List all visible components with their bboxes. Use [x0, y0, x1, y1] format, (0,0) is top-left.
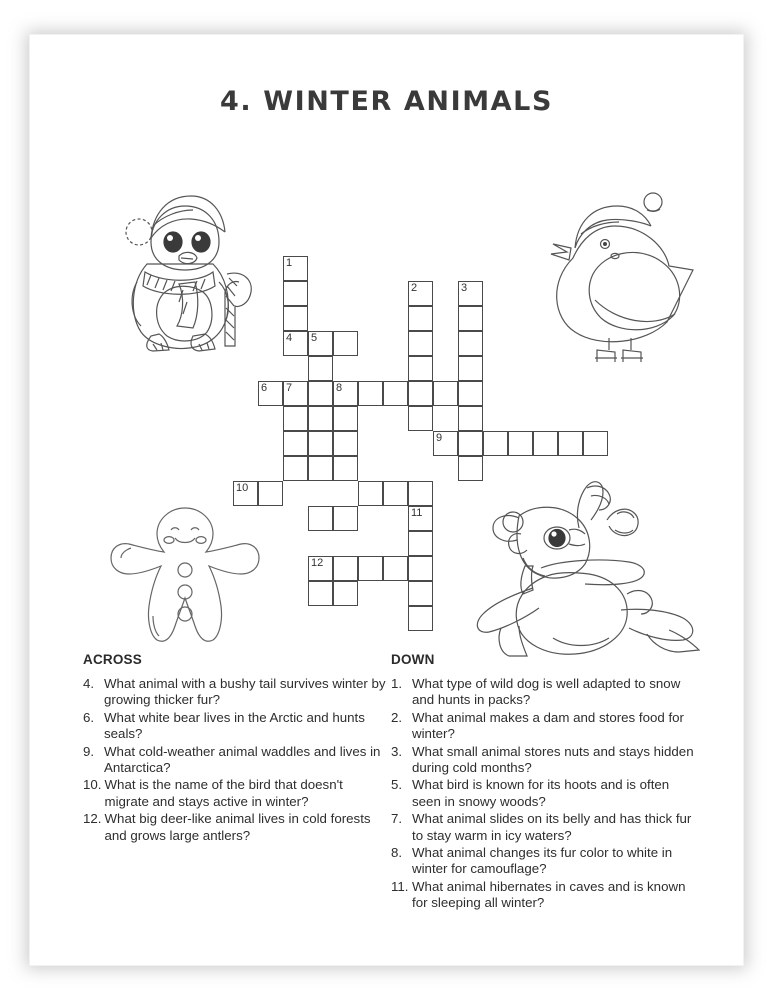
clue-text: What is the name of the bird that doesn't migrate and stays active in winter? — [104, 777, 343, 809]
crossword-cell[interactable] — [408, 481, 433, 506]
clue-item — [391, 777, 696, 810]
cell-number: 6 — [261, 382, 268, 394]
cell-number: 10 — [236, 482, 249, 494]
crossword-cell[interactable] — [233, 481, 258, 506]
crossword-cell[interactable] — [283, 381, 308, 406]
crossword-cell[interactable] — [458, 356, 483, 381]
across-heading: ACROSS — [83, 652, 142, 667]
clue-text: What animal with a bushy tail survives winter by growing thicker fur? — [104, 676, 386, 708]
crossword-cell[interactable] — [408, 281, 433, 306]
crossword-cell[interactable] — [333, 581, 358, 606]
clue-number: 12. — [83, 811, 102, 827]
crossword-cell[interactable] — [283, 331, 308, 356]
clue-text: What type of wild dog is well adapted to snow and hunts in packs? — [412, 676, 681, 708]
crossword-cell[interactable] — [408, 331, 433, 356]
clue-text: What animal slides on its belly and has thick fur to stay warm in icy waters? — [412, 811, 692, 843]
crossword-cell[interactable] — [558, 431, 583, 456]
clues-section — [29, 652, 744, 942]
crossword-cell[interactable] — [408, 306, 433, 331]
clue-text: What white bear lives in the Arctic and hunts seals? — [104, 709, 365, 742]
crossword-cell[interactable] — [283, 306, 308, 331]
crossword-cell[interactable] — [308, 406, 333, 431]
clue-number: 7. — [391, 811, 403, 827]
down-clues-column — [391, 652, 696, 913]
crossword-cell[interactable] — [583, 431, 608, 456]
clue-item — [391, 879, 696, 912]
crossword-cell[interactable] — [358, 556, 383, 581]
crossword-cell[interactable] — [283, 406, 308, 431]
clue-text: What animal hibernates in caves and is known for sleeping all winter? — [412, 878, 686, 911]
clue-item — [391, 811, 696, 844]
clue-number: 4. — [83, 676, 95, 691]
crossword-grid[interactable] — [29, 34, 744, 674]
crossword-cell[interactable] — [458, 281, 483, 306]
crossword-cell[interactable] — [358, 381, 383, 406]
crossword-cell[interactable] — [458, 406, 483, 431]
crossword-cell[interactable] — [458, 431, 483, 456]
cell-number: 12 — [311, 557, 324, 569]
clue-number: 10. — [83, 777, 102, 793]
clue-number: 11. — [391, 878, 409, 894]
crossword-cell[interactable] — [408, 406, 433, 431]
worksheet-page — [29, 34, 744, 966]
clue-text: What small animal stores nuts and stays hidden during cold months? — [412, 743, 694, 776]
clue-number: 3. — [391, 743, 403, 759]
crossword-cell[interactable] — [408, 606, 433, 631]
crossword-cell[interactable] — [408, 556, 433, 581]
cell-number: 8 — [336, 382, 343, 394]
down-clue-list — [391, 676, 696, 912]
clue-number: 1. — [391, 676, 403, 691]
crossword-cell[interactable] — [308, 331, 333, 356]
crossword-cell[interactable] — [333, 406, 358, 431]
crossword-cell[interactable] — [383, 481, 408, 506]
crossword-cell[interactable] — [308, 431, 333, 456]
clue-text: What animal makes a dam and stores food for winter? — [412, 709, 684, 742]
clue-item — [83, 777, 388, 810]
clue-text: What bird is known for its hoots and is often seen in snowy woods? — [412, 777, 670, 809]
crossword-cell[interactable] — [533, 431, 558, 456]
crossword-cell[interactable] — [333, 556, 358, 581]
down-heading: DOWN — [391, 652, 435, 667]
clue-item — [391, 845, 696, 878]
clue-item — [391, 710, 696, 743]
crossword-cell[interactable] — [333, 456, 358, 481]
crossword-cell[interactable] — [458, 306, 483, 331]
crossword-cell[interactable] — [283, 256, 308, 281]
crossword-cell[interactable] — [408, 581, 433, 606]
crossword-cell[interactable] — [258, 381, 283, 406]
crossword-cell[interactable] — [283, 281, 308, 306]
clue-text: What animal changes its fur color to white in winter for camouflage? — [412, 845, 673, 877]
crossword-cell[interactable] — [308, 506, 333, 531]
cell-number: 4 — [286, 332, 293, 344]
across-clues-column — [83, 652, 388, 845]
clue-number: 5. — [391, 777, 403, 793]
clue-item — [83, 710, 388, 743]
crossword-cell[interactable] — [508, 431, 533, 456]
clue-number: 9. — [83, 743, 95, 759]
crossword-cell[interactable] — [408, 381, 433, 406]
across-clue-list — [83, 676, 388, 844]
clue-item — [391, 744, 696, 777]
clue-item — [391, 676, 696, 709]
crossword-cell[interactable] — [333, 431, 358, 456]
cell-number: 9 — [436, 432, 443, 444]
clue-number: 2. — [391, 709, 403, 725]
crossword-cell[interactable] — [308, 456, 333, 481]
crossword-cell[interactable] — [383, 381, 408, 406]
crossword-cell[interactable] — [483, 431, 508, 456]
crossword-cell[interactable] — [408, 356, 433, 381]
crossword-cell[interactable] — [308, 356, 333, 381]
crossword-cell[interactable] — [333, 381, 358, 406]
crossword-cell[interactable] — [433, 431, 458, 456]
crossword-cell[interactable] — [408, 531, 433, 556]
crossword-cell[interactable] — [458, 381, 483, 406]
cell-number: 5 — [311, 332, 318, 344]
crossword-cell[interactable] — [358, 481, 383, 506]
crossword-cell[interactable] — [408, 506, 433, 531]
crossword-cell[interactable] — [433, 381, 458, 406]
crossword-cell[interactable] — [458, 331, 483, 356]
crossword-cell[interactable] — [308, 381, 333, 406]
crossword-cell[interactable] — [258, 481, 283, 506]
cell-number: 7 — [286, 382, 293, 394]
clue-item — [83, 744, 388, 777]
clue-item — [83, 676, 388, 709]
clue-text: What big deer-like animal lives in cold forests and grows large antlers? — [104, 811, 371, 843]
crossword-cell[interactable] — [283, 431, 308, 456]
clue-text: What cold-weather animal waddles and lives in Antarctica? — [104, 743, 381, 776]
crossword-cell[interactable] — [458, 456, 483, 481]
page-title: 4. WINTER ANIMALS — [219, 86, 554, 117]
crossword-cell[interactable] — [333, 506, 358, 531]
cell-number: 1 — [286, 257, 293, 269]
crossword-cell[interactable] — [333, 331, 358, 356]
crossword-cell[interactable] — [383, 556, 408, 581]
clue-number: 6. — [83, 709, 95, 725]
cell-number: 2 — [411, 282, 418, 294]
crossword-cell[interactable] — [308, 581, 333, 606]
clue-item — [83, 811, 388, 844]
clue-number: 8. — [391, 845, 403, 861]
crossword-cell[interactable] — [283, 456, 308, 481]
cell-number: 3 — [461, 282, 468, 294]
cell-number: 11 — [411, 507, 423, 519]
crossword-cell[interactable] — [308, 556, 333, 581]
